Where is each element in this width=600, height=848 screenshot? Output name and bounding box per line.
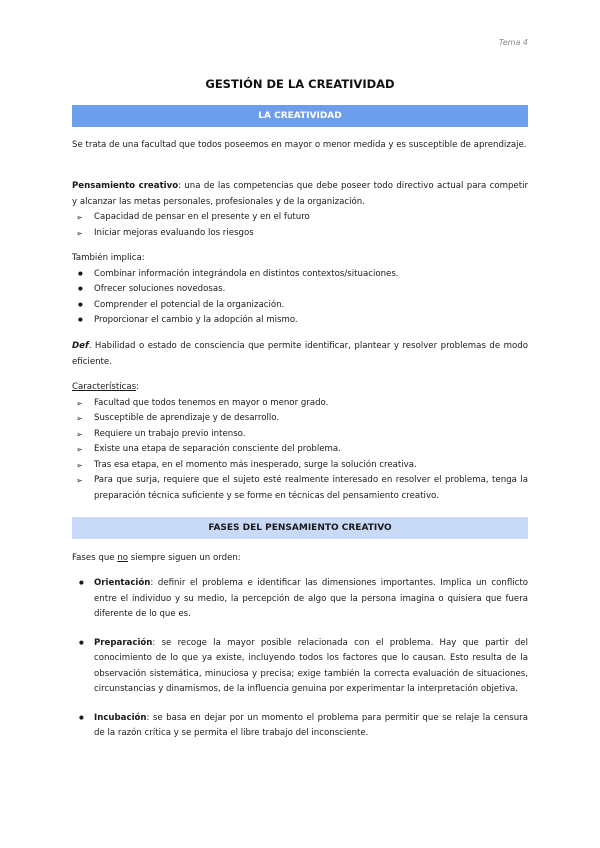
fases-intro-text: Fases que <box>72 553 118 563</box>
definition-text: . Habilidad o estado de consciencia que permite identificar, plantear y resolver problemas de modo eficiente. <box>72 341 528 367</box>
fases-list <box>72 576 528 742</box>
pensamiento-label: Pensamiento creativo <box>72 181 179 191</box>
definition-label: Def <box>72 341 89 351</box>
list-item: ➢ Existe una etapa de separación consciente del problema. <box>72 442 528 458</box>
caracteristicas-label: Características <box>72 382 137 392</box>
section-banner-creatividad: LA CREATIVIDAD <box>72 105 528 127</box>
phase-item <box>72 576 528 623</box>
fases-intro <box>72 551 528 567</box>
list-item: ➢ Facultad que todos tenemos en mayor o menor grado. <box>72 396 528 412</box>
caracteristicas-heading <box>72 380 528 396</box>
phase-label: Orientación <box>94 578 151 588</box>
list-item: ➢ Requiere un trabajo previo intenso. <box>72 427 528 443</box>
phase-label: Incubación <box>94 712 147 723</box>
header-tag: Tema 4 <box>498 38 528 47</box>
fases-intro-underlined: no <box>117 553 129 563</box>
list-item: ● Proporcionar el cambio y la adopción al mismo. <box>72 313 528 329</box>
list-item: ● Comprender el potencial de la organización. <box>72 298 528 314</box>
phase-item <box>72 636 528 698</box>
implica-block <box>72 251 528 329</box>
phase-label: Preparación <box>94 637 153 648</box>
caracteristicas-block <box>72 380 528 504</box>
list-item: ➢ Tras esa etapa, en el momento más inesperado, surge la solución creativa. <box>72 458 528 474</box>
implica-list <box>72 267 528 329</box>
definition-paragraph <box>72 339 528 370</box>
pensamiento-block <box>72 179 528 241</box>
intro-paragraph: Se trata de una facultad que todos poseemos en mayor o menor medida y es susceptible de aprendizaje. <box>72 140 527 150</box>
list-item: ● Combinar información integrándola en distintos contextos/situaciones. <box>72 267 528 283</box>
list-item: ➢ Iniciar mejoras evaluando los riesgos <box>72 226 528 242</box>
pensamiento-text: : una de las competencias que debe poseer todo directivo actual para competir y alcanzar las metas personales, profesionales y de la organización. <box>72 181 528 207</box>
phase-text: : se basa en dejar por un momento el problema para permitir que se relaje la censura de la razón crítica y se permita el libre trabajo del inconsciente. <box>94 712 528 738</box>
caracteristicas-list <box>72 396 528 505</box>
list-item: ➢ Para que surja, requiere que el sujeto esté realmente interesado en resolver el problema, tenga la preparación técnica suficiente y se forme en técnicas del pensamiento creativo. <box>72 473 528 504</box>
phase-text: : definir el problema e identificar las dimensiones importantes. Implica un conflicto entre el individuo y su medio, la percepción de algo que la persona imagina o quisiera que fuera diferente de lo que es. <box>94 578 528 619</box>
pensamiento-list <box>72 210 528 241</box>
phase-item <box>72 711 528 742</box>
caracteristicas-colon: : <box>136 382 139 392</box>
list-item: ➢ Capacidad de pensar en el presente y en el futuro <box>72 210 528 226</box>
pensamiento-paragraph <box>72 179 528 210</box>
fases-intro-text-end: siempre siguen un orden: <box>128 553 241 563</box>
list-item: ● Ofrecer soluciones novedosas. <box>72 282 528 298</box>
list-item: ➢ Susceptible de aprendizaje y de desarrollo. <box>72 411 528 427</box>
implica-label: También implica: <box>72 253 145 263</box>
page-title: GESTIÓN DE LA CREATIVIDAD <box>205 77 395 91</box>
section-banner-fases: FASES DEL PENSAMIENTO CREATIVO <box>72 517 528 539</box>
phase-text: : se recoge la mayor posible relacionada con el problema. Hay que partir del conocimiento de lo que ya existe, incluyendo todos los factores que lo causan. Esto resulta de la observación sistemática, minuciosa y precisa; exige también la correcta evaluación de situaciones, circunstancias y dinamismos, de la influencia genuina por experimentar la interpretación objetiva. <box>94 637 528 694</box>
